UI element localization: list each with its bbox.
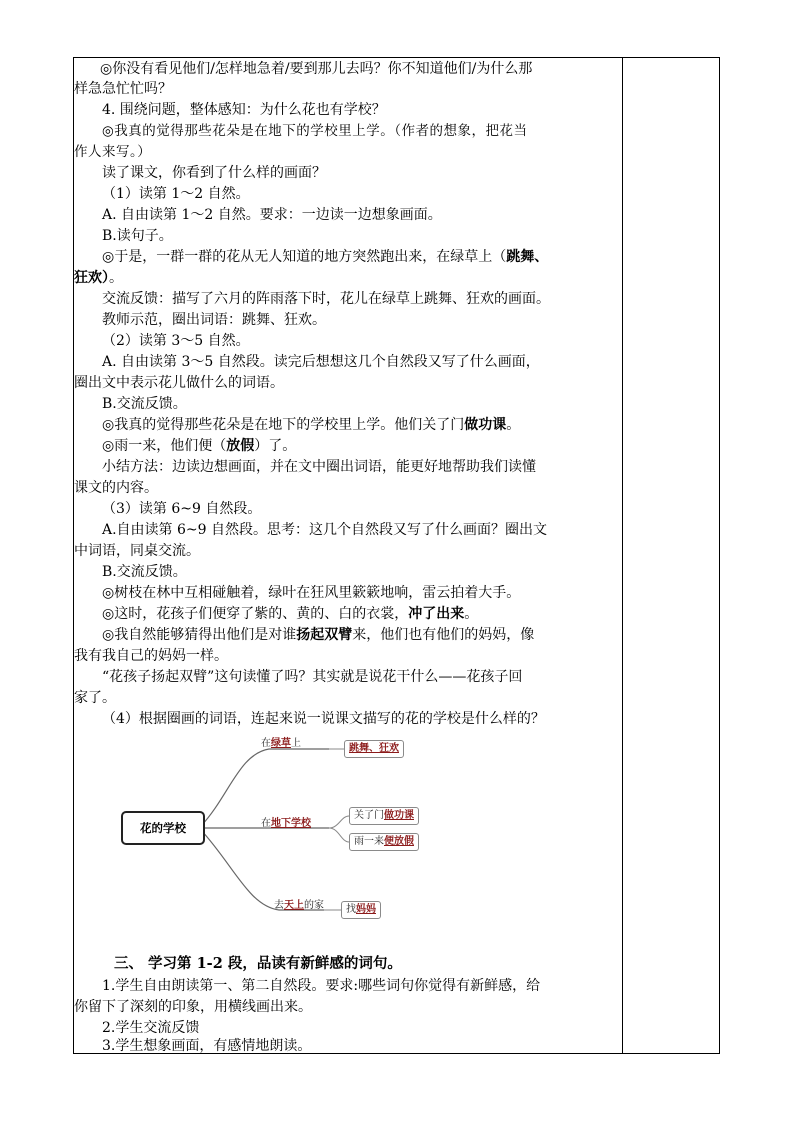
branch-label: 去天上的家 [274, 900, 324, 911]
text-line: 2.学生交流反馈 [102, 1020, 200, 1036]
leaf-box: 跳舞、狂欢 [344, 740, 404, 758]
leaf-box: 找妈妈 [341, 901, 381, 919]
leaf-box: 雨一来便放假 [349, 833, 419, 851]
text-line: B.读句子。 [102, 228, 173, 244]
mind-map [119, 736, 459, 936]
text-line: 教师示范，圈出词语：跳舞、狂欢。 [102, 312, 326, 328]
text-line: ◎这时，花孩子们便穿了紫的、黄的、白的衣裳，冲了出来。 [102, 606, 479, 622]
text-line: “花孩子扬起双臂”这句读懂了吗？其实就是说花干什么——花孩子回 [102, 669, 523, 685]
text-line: ◎我真的觉得那些花朵是在地下的学校里上学。（作者的想象，把花当 [102, 123, 528, 139]
text-line: （4）根据圈画的词语，连起来说一说课文描写的花的学校是什么样的？ [102, 711, 545, 727]
text-line: 3.学生想象画面，有感情地朗读。 [102, 1038, 312, 1054]
text-line: ◎你没有看见他们/怎样地急着/要到那儿去吗？你不知道他们/为什么那 [100, 61, 533, 77]
branch-label: 在绿草上 [261, 738, 301, 749]
mind-map-root: 花的学校 [121, 811, 205, 845]
text-line: （2）读第 3～5 自然。 [102, 333, 250, 349]
text-line: ◎我真的觉得那些花朵是在地下的学校里上学。他们关了门做功课。 [102, 417, 521, 433]
text-line: A.自由读第 6~9 自然段。思考：这几个自然段又写了什么画面？圈出文 [102, 522, 548, 538]
text-line: A. 自由读第 3～5 自然段。读完后想想这几个自然段又写了什么画面， [102, 354, 540, 370]
text-line: （1）读第 1～2 自然。 [102, 186, 250, 202]
text-line: 中词语，同桌交流。 [74, 543, 200, 559]
text-line: 1.学生自由朗读第一、第二自然段。要求:哪些词句你觉得有新鲜感，给 [102, 978, 541, 994]
text-line: 4. 围绕问题，整体感知：为什么花也有学校？ [102, 102, 386, 118]
text-line: 圈出文中表示花儿做什么的词语。 [74, 375, 284, 391]
text-line: 狂欢）。 [74, 270, 123, 286]
text-line: 样急急忙忙吗？ [74, 81, 172, 97]
lesson-table [73, 57, 720, 1054]
text-line: ◎于是，一群一群的花从无人知道的地方突然跑出来，在绿草上（跳舞、 [102, 249, 549, 265]
text-line: B.交流反馈。 [102, 396, 187, 412]
text-line: （3）读第 6~9 自然段。 [102, 501, 262, 517]
leaf-box: 关了门做功课 [349, 807, 419, 825]
text-line: 家了。 [74, 690, 116, 706]
text-line: 读了课文，你看到了什么样的画面？ [102, 165, 326, 181]
section-heading: 三、 学习第 1-2 段，品读有新鲜感的词句。 [114, 955, 402, 972]
text-line: 你留下了深刻的印象，用横线画出来。 [74, 999, 312, 1015]
text-line: ◎树枝在林中互相碰触着，绿叶在狂风里簌簌地响，雷云拍着大手。 [102, 585, 521, 601]
text-line: 课文的内容。 [74, 480, 158, 496]
text-line: 交流反馈：描写了六月的阵雨落下时，花儿在绿草上跳舞、狂欢的画面。 [102, 291, 550, 307]
text-line: 我有我自己的妈妈一样。 [74, 648, 228, 664]
text-line: ◎雨一来，他们便（放假）了。 [102, 438, 297, 454]
text-line: A. 自由读第 1～2 自然。要求：一边读一边想象画面。 [102, 207, 442, 223]
branch-label: 在地下学校 [261, 818, 311, 829]
text-line: 小结方法：边读边想画面，并在文中圈出词语，能更好地帮助我们读懂 [102, 459, 536, 475]
text-line: ◎我自然能够猜得出他们是对谁扬起双臂来，他们也有他们的妈妈，像 [102, 627, 535, 643]
text-line: 作人来写。） [74, 144, 152, 160]
text-line: B.交流反馈。 [102, 564, 187, 580]
